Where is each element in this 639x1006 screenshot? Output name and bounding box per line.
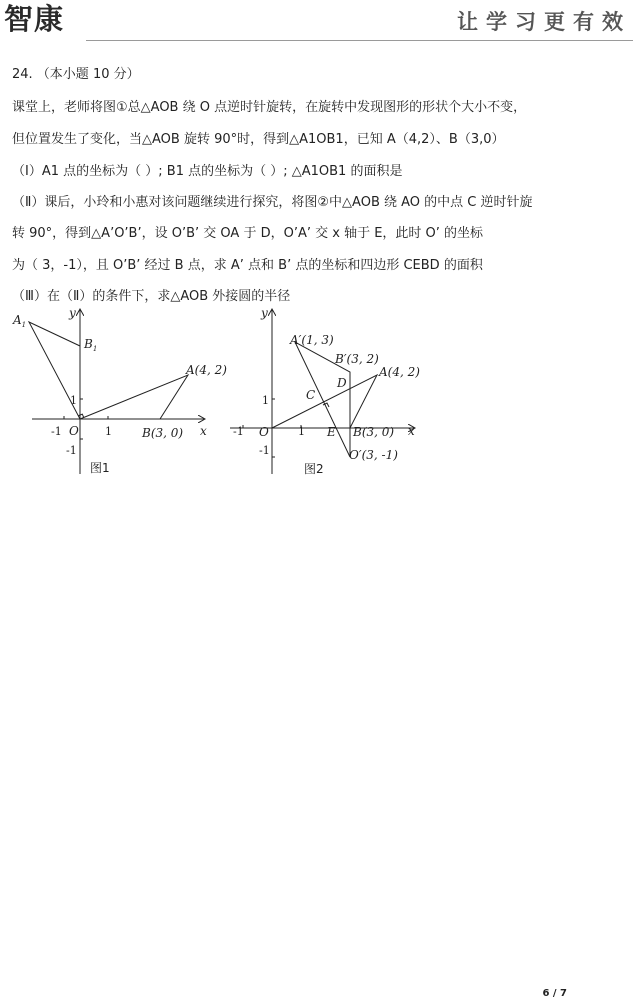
- fig1-label-a: A(4, 2): [186, 363, 227, 377]
- fig2-label-a: A(4, 2): [379, 365, 420, 379]
- header-divider: [86, 40, 633, 41]
- page-number: 6 / 7: [542, 988, 567, 999]
- figures-svg: [8, 304, 448, 480]
- brand-logo: 智康: [4, 2, 65, 36]
- fig1-label-origin: O: [69, 424, 79, 438]
- fig2-label-origin: O: [259, 425, 269, 439]
- question-line: 但位置发生了变化，当△AOB 旋转 90°时，得到△A1OB1，已知 A（4,2）、B（3,0）: [12, 132, 505, 147]
- question-line: 课堂上，老师将图①总△AOB 绕 O 点逆时针旋转，在旋转中发现图形的形状个大小不变，: [12, 100, 527, 115]
- question-line: 为（ 3，-1），且 O’B’ 经过 B 点，求 A’ 点和 B’ 点的坐标和四边形 CEBD 的面积: [12, 258, 483, 273]
- fig1-caption: 图1: [90, 461, 110, 475]
- fig2-label-c: C: [306, 388, 316, 402]
- question-line: （Ⅱ）课后，小玲和小惠对该问题继续进行探究，将图②中△AOB 绕 AO 的中点 C 逆时针旋: [12, 195, 533, 210]
- fig1-label-x-neg1: -1: [51, 425, 62, 438]
- question-line: 转 90°，得到△A’O’B’，设 O’B’ 交 OA 于 D，O’A’ 交 x 轴于 E，此时 O’ 的坐标: [12, 226, 484, 241]
- fig1-label-y-one: 1: [70, 394, 77, 407]
- fig2-label-d: D: [337, 376, 347, 390]
- figure-1: [12, 306, 227, 475]
- question-line: （Ⅲ）在（Ⅱ）的条件下，求△AOB 外接圆的半径: [12, 289, 291, 304]
- fig2-label-e: E: [327, 425, 336, 439]
- fig1-label-x-one: 1: [105, 425, 112, 438]
- fig1-label-b1: $B_1$: [84, 337, 98, 353]
- fig2-caption: 图2: [304, 462, 324, 476]
- fig2-label-b-prime: B′(3, 2): [335, 352, 379, 366]
- fig1-label-x: x: [200, 424, 207, 438]
- fig2-label-y-one: 1: [262, 394, 269, 407]
- fig2-label-x-one: 1: [298, 425, 305, 438]
- fig1-label-y: y: [69, 306, 76, 320]
- brand-slogan: 让学习更有效: [457, 10, 631, 34]
- question-line: （Ⅰ）A1 点的坐标为（ ）; B1 点的坐标为（ ）; △A1OB1 的面积是: [12, 164, 403, 179]
- question-heading: 24. （本小题 10 分）: [12, 67, 140, 82]
- fig2-label-x: x: [408, 424, 415, 438]
- fig2-label-a-prime: A′(1, 3): [290, 333, 334, 347]
- figures: [8, 304, 448, 480]
- figure-2: [230, 306, 420, 476]
- fig2-label-b: B(3, 0): [353, 425, 395, 439]
- fig2-label-y: y: [261, 306, 268, 320]
- fig1-label-b: B(3, 0): [142, 426, 184, 440]
- fig2-label-x-neg1: -1: [233, 425, 244, 438]
- fig2-label-o-prime: O′(3, -1): [349, 448, 398, 462]
- fig2-label-y-neg1: -1: [259, 444, 270, 457]
- fig1-label-a1: $A_1$: [13, 313, 27, 329]
- fig1-label-y-neg1: -1: [66, 444, 77, 457]
- fig2-triangle-aob: [272, 375, 377, 428]
- page-header: [0, 0, 639, 44]
- fig1-triangle-aob: [80, 375, 188, 419]
